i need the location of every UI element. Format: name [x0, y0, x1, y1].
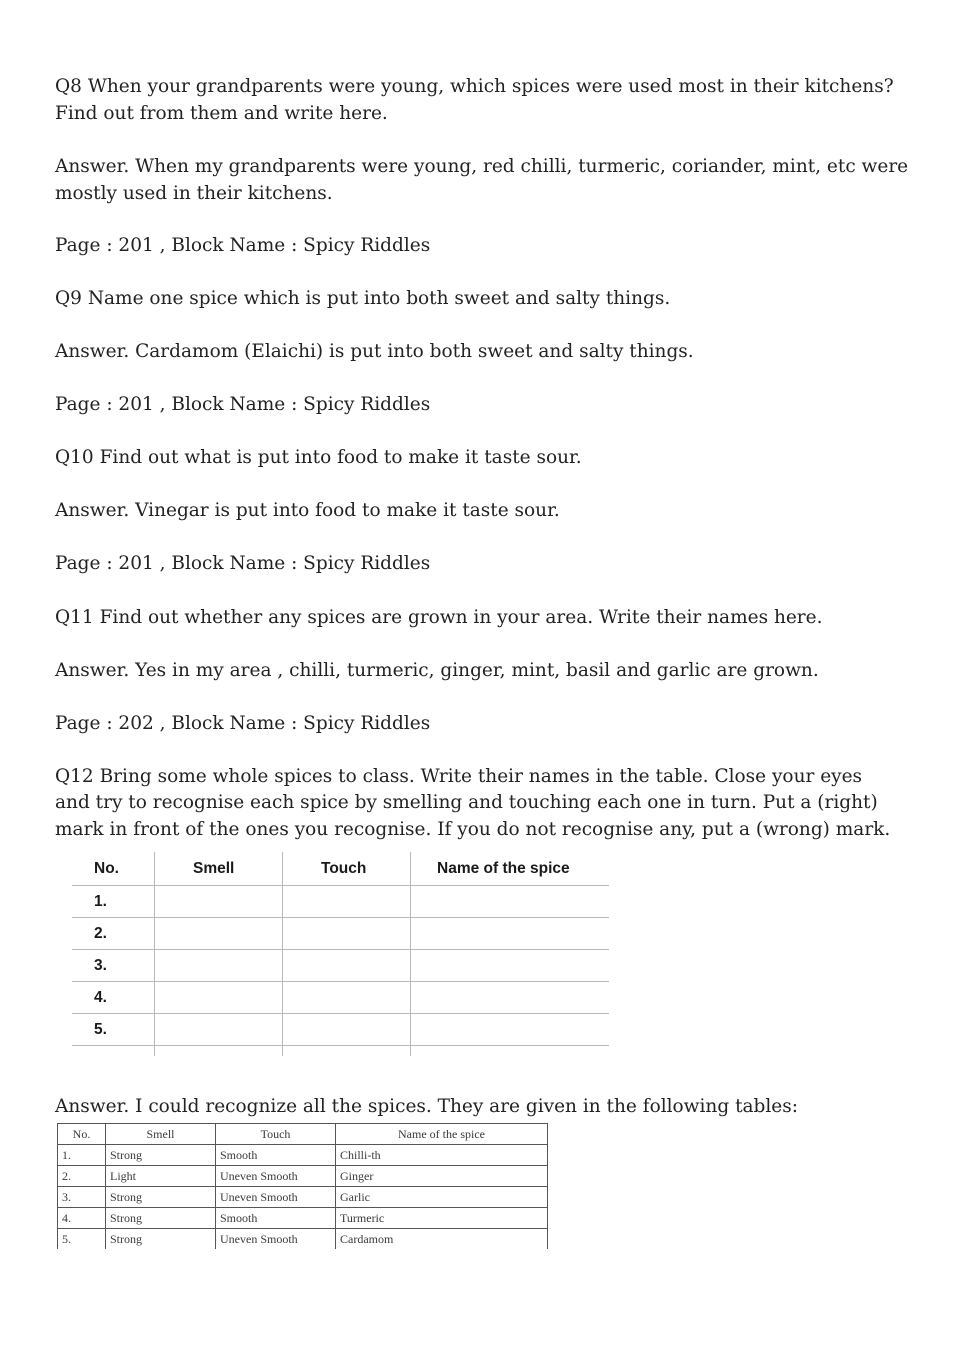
blank-cell	[283, 1046, 411, 1057]
blank-cell	[283, 1014, 411, 1046]
blank-spice-table	[72, 852, 609, 1056]
q11-answer: Answer. Yes in my area , chilli, turmeric, ginger, mint, basil and garlic are grown.	[55, 660, 819, 681]
blank-row-no: 5.	[72, 1014, 155, 1046]
answer-cell-no: 3.	[58, 1187, 106, 1208]
blank-cell	[411, 1014, 610, 1046]
q12-question-line1: Q12 Bring some whole spices to class. Write their names in the table. Close your eyes	[55, 766, 863, 787]
blank-cell	[155, 950, 283, 982]
q10-answer: Answer. Vinegar is put into food to make it taste sour.	[55, 500, 560, 521]
blank-cell	[411, 918, 610, 950]
answer-cell-touch: Uneven Smooth	[216, 1229, 336, 1250]
answer-header-name: Name of the spice	[336, 1124, 548, 1145]
table-row	[72, 950, 609, 982]
blank-cell	[72, 1046, 155, 1057]
blank-cell	[155, 918, 283, 950]
blank-cell	[155, 1046, 283, 1057]
answer-cell-smell: Strong	[106, 1229, 216, 1250]
answer-cell-name: Cardamom	[336, 1229, 548, 1250]
q12-question-line2: and try to recognise each spice by smelling and touching each one in turn. Put a (right) mark in front of the ones you recognise. If you do not recognise any, put a (wrong) mark.	[55, 792, 891, 840]
answer-header-smell: Smell	[106, 1124, 216, 1145]
table-row	[72, 1014, 609, 1046]
table-row	[72, 982, 609, 1014]
q9-question: Q9 Name one spice which is put into both sweet and salty things.	[55, 288, 671, 309]
table-row	[58, 1166, 548, 1187]
blank-header-touch: Touch	[283, 852, 411, 886]
answer-cell-touch: Smooth	[216, 1208, 336, 1229]
table-row	[58, 1145, 548, 1166]
blank-cell	[411, 886, 610, 918]
q11-page-ref: Page : 202 , Block Name : Spicy Riddles	[55, 713, 431, 734]
answer-cell-name: Ginger	[336, 1166, 548, 1187]
answer-cell-smell: Strong	[106, 1145, 216, 1166]
blank-cell	[155, 1014, 283, 1046]
q8-page-ref: Page : 201 , Block Name : Spicy Riddles	[55, 235, 431, 256]
answer-cell-no: 1.	[58, 1145, 106, 1166]
blank-row-no: 3.	[72, 950, 155, 982]
table-row	[58, 1208, 548, 1229]
blank-cell	[283, 982, 411, 1014]
answer-cell-name: Chilli-th	[336, 1145, 548, 1166]
q9-page-ref: Page : 201 , Block Name : Spicy Riddles	[55, 394, 431, 415]
blank-table-header-row	[72, 852, 609, 886]
answer-header-no: No.	[58, 1124, 106, 1145]
q12-answer: Answer. I could recognize all the spices. They are given in the following tables:	[55, 1096, 798, 1117]
answer-cell-smell: Strong	[106, 1208, 216, 1229]
blank-cell	[283, 886, 411, 918]
answer-cell-name: Garlic	[336, 1187, 548, 1208]
answer-cell-touch: Uneven Smooth	[216, 1166, 336, 1187]
blank-cell	[411, 982, 610, 1014]
blank-cell	[155, 886, 283, 918]
blank-header-no: No.	[72, 852, 155, 886]
blank-row-no: 4.	[72, 982, 155, 1014]
table-row	[58, 1229, 548, 1250]
answer-cell-touch: Uneven Smooth	[216, 1187, 336, 1208]
blank-cell	[283, 918, 411, 950]
q8-question: Q8 When your grandparents were young, which spices were used most in their kitchens? Find out from them and write here.	[55, 76, 894, 124]
blank-row-no: 2.	[72, 918, 155, 950]
blank-table-tail	[72, 1046, 609, 1057]
answer-table-header-row	[58, 1124, 548, 1145]
answer-cell-name: Turmeric	[336, 1208, 548, 1229]
answer-header-touch: Touch	[216, 1124, 336, 1145]
answer-cell-smell: Strong	[106, 1187, 216, 1208]
q9-answer: Answer. Cardamom (Elaichi) is put into both sweet and salty things.	[55, 341, 694, 362]
table-row	[72, 886, 609, 918]
q11-question: Q11 Find out whether any spices are grown in your area. Write their names here.	[55, 607, 823, 628]
blank-header-smell: Smell	[155, 852, 283, 886]
answer-cell-smell: Light	[106, 1166, 216, 1187]
table-row	[58, 1187, 548, 1208]
answer-cell-no: 5.	[58, 1229, 106, 1250]
blank-cell	[411, 950, 610, 982]
blank-row-no: 1.	[72, 886, 155, 918]
blank-cell	[155, 982, 283, 1014]
q10-question: Q10 Find out what is put into food to make it taste sour.	[55, 447, 582, 468]
blank-cell	[283, 950, 411, 982]
table-row	[72, 918, 609, 950]
blank-cell	[411, 1046, 610, 1057]
q8-answer: Answer. When my grandparents were young, red chilli, turmeric, coriander, mint, etc were mostly used in their kitchens.	[55, 156, 909, 204]
answer-cell-no: 2.	[58, 1166, 106, 1187]
answer-spice-table	[57, 1123, 548, 1249]
blank-header-name: Name of the spice	[411, 852, 610, 886]
answer-cell-touch: Smooth	[216, 1145, 336, 1166]
answer-cell-no: 4.	[58, 1208, 106, 1229]
q10-page-ref: Page : 201 , Block Name : Spicy Riddles	[55, 553, 431, 574]
